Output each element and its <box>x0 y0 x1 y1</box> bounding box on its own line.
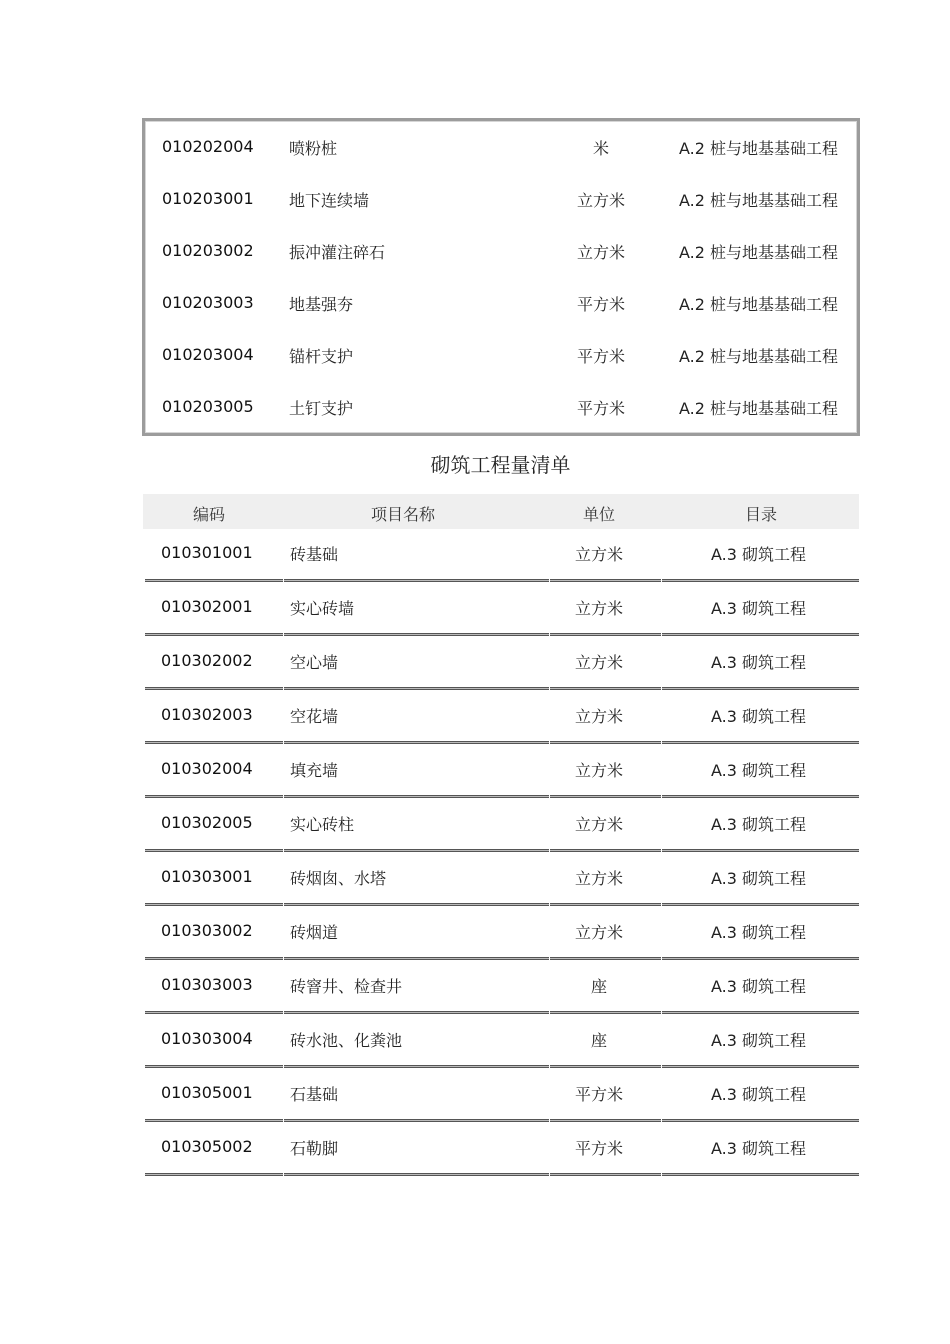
row-divider <box>145 957 859 960</box>
column-gap <box>661 795 662 798</box>
table-header <box>143 494 859 529</box>
code-cell: 010302005 <box>161 813 253 832</box>
column-gap <box>661 1011 662 1014</box>
column-gap <box>661 1065 662 1068</box>
name-cell: 石勒脚 <box>290 1139 339 1158</box>
directory-cell: A.3 砌筑工程 <box>711 653 807 672</box>
unit-cell: 立方米 <box>576 243 625 262</box>
directory-cell: A.2 桩与地基基础工程 <box>679 347 839 366</box>
unit-cell: 立方米 <box>574 761 623 780</box>
column-gap <box>661 849 662 852</box>
code-cell: 010203003 <box>162 293 254 312</box>
code-cell: 010301001 <box>161 543 253 562</box>
name-cell: 砖水池、化粪池 <box>290 1031 403 1050</box>
column-gap <box>549 633 550 636</box>
table-row <box>145 638 859 692</box>
column-gap <box>283 1173 284 1176</box>
code-cell: 010303004 <box>161 1029 253 1048</box>
column-gap <box>661 633 662 636</box>
header-code: 编码 <box>192 505 225 524</box>
table-row <box>145 962 859 1016</box>
column-gap <box>283 795 284 798</box>
directory-cell: A.2 桩与地基基础工程 <box>679 399 839 418</box>
column-gap <box>549 849 550 852</box>
name-cell: 空心墙 <box>290 653 339 672</box>
row-divider <box>145 795 859 798</box>
row-divider <box>145 1173 859 1176</box>
table-row <box>145 908 859 962</box>
column-gap <box>549 1119 550 1122</box>
column-gap <box>283 741 284 744</box>
directory-cell: A.3 砌筑工程 <box>711 815 807 834</box>
directory-cell: A.3 砌筑工程 <box>711 977 807 996</box>
column-gap <box>283 849 284 852</box>
table-row <box>145 234 857 286</box>
column-gap <box>549 741 550 744</box>
code-cell: 010305002 <box>161 1137 253 1156</box>
code-cell: 010302001 <box>161 597 253 616</box>
column-gap <box>549 1065 550 1068</box>
row-divider <box>145 579 859 582</box>
name-cell: 空花墙 <box>290 707 339 726</box>
code-cell: 010305001 <box>161 1083 253 1102</box>
table-row <box>145 1070 859 1124</box>
unit-cell: 座 <box>590 1031 607 1050</box>
column-gap <box>661 957 662 960</box>
name-cell: 砖烟囱、水塔 <box>290 869 387 888</box>
unit-cell: 平方米 <box>576 295 625 314</box>
row-divider <box>145 849 859 852</box>
table-row <box>145 182 857 234</box>
column-gap <box>661 1173 662 1176</box>
name-cell: 喷粉桩 <box>289 139 338 158</box>
unit-cell: 座 <box>590 977 607 996</box>
unit-cell: 立方米 <box>574 869 623 888</box>
column-gap <box>549 903 550 906</box>
column-gap <box>549 795 550 798</box>
column-gap <box>283 687 284 690</box>
table-row <box>145 530 859 584</box>
name-cell: 填充墙 <box>290 761 339 780</box>
column-gap <box>549 687 550 690</box>
table-row <box>145 286 857 338</box>
column-gap <box>283 1119 284 1122</box>
row-divider <box>145 1011 859 1014</box>
code-cell: 010302003 <box>161 705 253 724</box>
top-table <box>142 118 860 436</box>
table-row <box>145 1124 859 1178</box>
name-cell: 砖基础 <box>290 545 339 564</box>
code-cell: 010203002 <box>162 241 254 260</box>
table-row <box>145 130 857 182</box>
directory-cell: A.2 桩与地基基础工程 <box>679 243 839 262</box>
table-row <box>145 338 857 390</box>
directory-cell: A.3 砌筑工程 <box>711 1031 807 1050</box>
row-divider <box>145 1065 859 1068</box>
table-row <box>145 1016 859 1070</box>
code-cell: 010302004 <box>161 759 253 778</box>
unit-cell: 平方米 <box>576 399 625 418</box>
header-name: 项目名称 <box>370 505 435 524</box>
unit-cell: 立方米 <box>574 545 623 564</box>
column-gap <box>283 1011 284 1014</box>
table-row <box>145 746 859 800</box>
unit-cell: 平方米 <box>574 1085 623 1104</box>
column-gap <box>661 687 662 690</box>
name-cell: 砖窨井、检查井 <box>290 977 403 996</box>
column-gap <box>283 903 284 906</box>
unit-cell: 立方米 <box>576 191 625 210</box>
code-cell: 010203004 <box>162 345 254 364</box>
section-title: 砌筑工程量清单 <box>430 453 571 477</box>
code-cell: 010303001 <box>161 867 253 886</box>
directory-cell: A.3 砌筑工程 <box>711 707 807 726</box>
column-gap <box>283 633 284 636</box>
name-cell: 地下连续墙 <box>289 191 370 210</box>
code-cell: 010203005 <box>162 397 254 416</box>
directory-cell: A.2 桩与地基基础工程 <box>679 139 839 158</box>
unit-cell: 米 <box>592 139 609 158</box>
row-divider <box>145 741 859 744</box>
row-divider <box>145 1119 859 1122</box>
directory-cell: A.3 砌筑工程 <box>711 869 807 888</box>
unit-cell: 立方米 <box>574 599 623 618</box>
name-cell: 实心砖墙 <box>290 599 355 618</box>
column-gap <box>549 579 550 582</box>
row-divider <box>145 687 859 690</box>
table-row <box>145 390 857 442</box>
directory-cell: A.3 砌筑工程 <box>711 545 807 564</box>
unit-cell: 平方米 <box>576 347 625 366</box>
directory-cell: A.3 砌筑工程 <box>711 1085 807 1104</box>
name-cell: 实心砖柱 <box>290 815 355 834</box>
column-gap <box>283 1065 284 1068</box>
table-row <box>145 584 859 638</box>
code-cell: 010202004 <box>162 137 254 156</box>
column-gap <box>661 741 662 744</box>
column-gap <box>283 579 284 582</box>
unit-cell: 立方米 <box>574 815 623 834</box>
directory-cell: A.2 桩与地基基础工程 <box>679 295 839 314</box>
directory-cell: A.3 砌筑工程 <box>711 923 807 942</box>
column-gap <box>661 1119 662 1122</box>
table-row <box>145 854 859 908</box>
header-directory: 目录 <box>744 505 777 524</box>
column-gap <box>549 1173 550 1176</box>
name-cell: 砖烟道 <box>290 923 339 942</box>
directory-cell: A.3 砌筑工程 <box>711 599 807 618</box>
name-cell: 石基础 <box>290 1085 339 1104</box>
column-gap <box>661 579 662 582</box>
code-cell: 010303003 <box>161 975 253 994</box>
column-gap <box>661 903 662 906</box>
unit-cell: 平方米 <box>574 1139 623 1158</box>
column-gap <box>549 1011 550 1014</box>
name-cell: 锚杆支护 <box>289 347 354 366</box>
code-cell: 010303002 <box>161 921 253 940</box>
header-unit: 单位 <box>582 505 615 524</box>
code-cell: 010203001 <box>162 189 254 208</box>
unit-cell: 立方米 <box>574 653 623 672</box>
unit-cell: 立方米 <box>574 707 623 726</box>
name-cell: 土钉支护 <box>289 399 354 418</box>
unit-cell: 立方米 <box>574 923 623 942</box>
row-divider <box>145 633 859 636</box>
row-divider <box>145 903 859 906</box>
column-gap <box>283 957 284 960</box>
directory-cell: A.3 砌筑工程 <box>711 761 807 780</box>
directory-cell: A.3 砌筑工程 <box>711 1139 807 1158</box>
code-cell: 010302002 <box>161 651 253 670</box>
directory-cell: A.2 桩与地基基础工程 <box>679 191 839 210</box>
table-row <box>145 800 859 854</box>
table-row <box>145 692 859 746</box>
column-gap <box>549 957 550 960</box>
name-cell: 地基强夯 <box>289 295 354 314</box>
name-cell: 振冲灌注碎石 <box>289 243 386 262</box>
